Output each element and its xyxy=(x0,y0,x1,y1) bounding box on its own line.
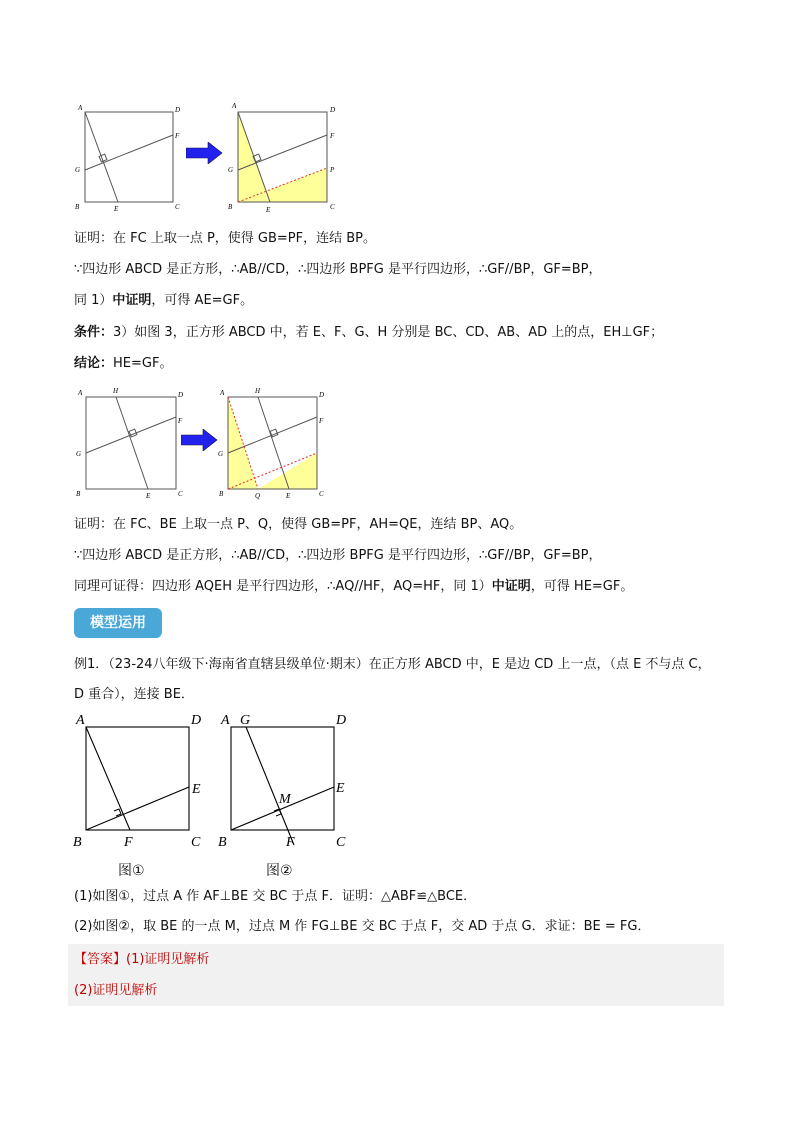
label-A: A xyxy=(78,104,83,112)
arrow-icon xyxy=(186,142,224,164)
label-C: C xyxy=(175,203,180,211)
proof2-line2: ∵四边形 ABCD 是正方形，∴AB//CD，∴四边形 BPFG 是平行四边形，∴GF//BP，GF=BP， xyxy=(74,548,602,563)
label-P: P xyxy=(330,166,335,174)
figure-example-1 xyxy=(70,708,210,878)
text-bold: 中证明 xyxy=(112,293,152,308)
example1-line1: 例1．（23-24八年级下·海南省直辖县级单位·期末）在正方形 ABCD 中，E 是边 CD 上一点，（点 E 不与点 C， xyxy=(74,657,711,672)
label-B: B xyxy=(73,835,82,850)
example1-line2: D 重合），连接 BE． xyxy=(74,687,194,702)
arrow-icon xyxy=(181,429,219,451)
label-H: H xyxy=(113,387,119,395)
label-G: G xyxy=(76,450,82,458)
answer-line-2: (2)证明见解析 xyxy=(74,983,158,998)
text: ，可得 AE=GF。 xyxy=(151,293,254,308)
proof1-line2: ∵四边形 ABCD 是正方形，∴AB//CD，∴四边形 BPFG 是平行四边形，∴GF//BP，GF=BP， xyxy=(74,262,602,277)
label-D: D xyxy=(175,106,180,114)
label-D: D xyxy=(178,391,184,399)
answer-line-1 xyxy=(74,951,209,969)
answer-1: (1)证明见解析 xyxy=(126,952,210,967)
proof2-line1: 证明：在 FC、BE 上取一点 P、Q，使得 GB=PF，AH=QE，连结 BP、AQ。 xyxy=(74,517,523,532)
label-C: C xyxy=(330,203,335,211)
label-A: A xyxy=(221,713,230,728)
figure-mid-left xyxy=(70,383,188,501)
text: 同 1） xyxy=(74,293,113,308)
label-E: E xyxy=(146,492,151,500)
label-C: C xyxy=(191,835,201,850)
label-E: E xyxy=(286,492,291,500)
label-D: D xyxy=(319,391,325,399)
label-G: G xyxy=(218,450,224,458)
answer-tag: 【答案】 xyxy=(74,952,127,967)
label-A: A xyxy=(76,713,85,728)
label-A: A xyxy=(78,389,83,397)
label-E: E xyxy=(336,781,345,796)
text: ，可得 HE=GF。 xyxy=(530,579,634,594)
label-B: B xyxy=(76,490,81,498)
label-F: F xyxy=(175,132,180,140)
label-E: E xyxy=(192,782,201,797)
label-C: C xyxy=(178,490,183,498)
label-G: G xyxy=(240,713,251,728)
label-F: F xyxy=(319,417,324,425)
question-2: (2)如图②，取 BE 的一点 M，过点 M 作 FG⊥BE 交 BC 于点 F，交 AD 于点 G．求证：BE = FG． xyxy=(74,919,651,934)
label-C: C xyxy=(319,490,324,498)
conclusion-text: HE=GF。 xyxy=(113,356,173,371)
label-C: C xyxy=(336,835,346,850)
label-A: A xyxy=(220,389,225,397)
conclusion xyxy=(74,355,172,373)
figure-example-2 xyxy=(216,708,356,878)
label-A: A xyxy=(232,102,237,110)
label-F: F xyxy=(286,835,295,850)
conclusion-label: 结论： xyxy=(74,356,114,371)
condition-text: 3）如图 3，正方形 ABCD 中，若 E、F、G、H 分别是 BC、CD、AB、AD 上的点，EH⊥GF； xyxy=(113,325,664,340)
figure-top-right xyxy=(226,100,346,215)
condition-label: 条件： xyxy=(74,325,114,340)
figure-caption-1: 图① xyxy=(118,863,145,879)
figure-top-left xyxy=(70,100,180,215)
label-D: D xyxy=(330,106,336,114)
proof1-line1: 证明：在 FC 上取一点 P，使得 GB=PF，连结 BP。 xyxy=(74,231,377,246)
label-D: D xyxy=(336,713,347,728)
label-E: E xyxy=(266,206,271,214)
label-B: B xyxy=(219,490,224,498)
label-F: F xyxy=(330,132,335,140)
text-bold: 中证明 xyxy=(491,579,531,594)
proof1-line3 xyxy=(74,292,253,310)
proof2-line3 xyxy=(74,578,633,596)
figure-mid-right xyxy=(218,383,336,501)
label-D: D xyxy=(191,713,202,728)
section-tag-model-application: 模型运用 xyxy=(74,608,162,638)
label-M: M xyxy=(279,792,291,807)
label-B: B xyxy=(228,203,233,211)
text: 同理可证得：四边形 AQEH 是平行四边形，∴AQ//HF，AQ=HF，同 1） xyxy=(74,579,492,594)
label-E: E xyxy=(114,205,119,213)
question-1: (1)如图①，过点 A 作 AF⊥BE 交 BC 于点 F．证明：△ABF≌△BCE． xyxy=(74,889,477,904)
label-B: B xyxy=(75,203,80,211)
label-G: G xyxy=(75,166,81,174)
label-G: G xyxy=(228,166,234,174)
condition-3 xyxy=(74,324,663,342)
label-Q: Q xyxy=(255,492,261,500)
label-F: F xyxy=(178,417,183,425)
figure-caption-2: 图② xyxy=(266,863,293,879)
label-H: H xyxy=(255,387,261,395)
label-F: F xyxy=(124,835,133,850)
label-B: B xyxy=(218,835,227,850)
